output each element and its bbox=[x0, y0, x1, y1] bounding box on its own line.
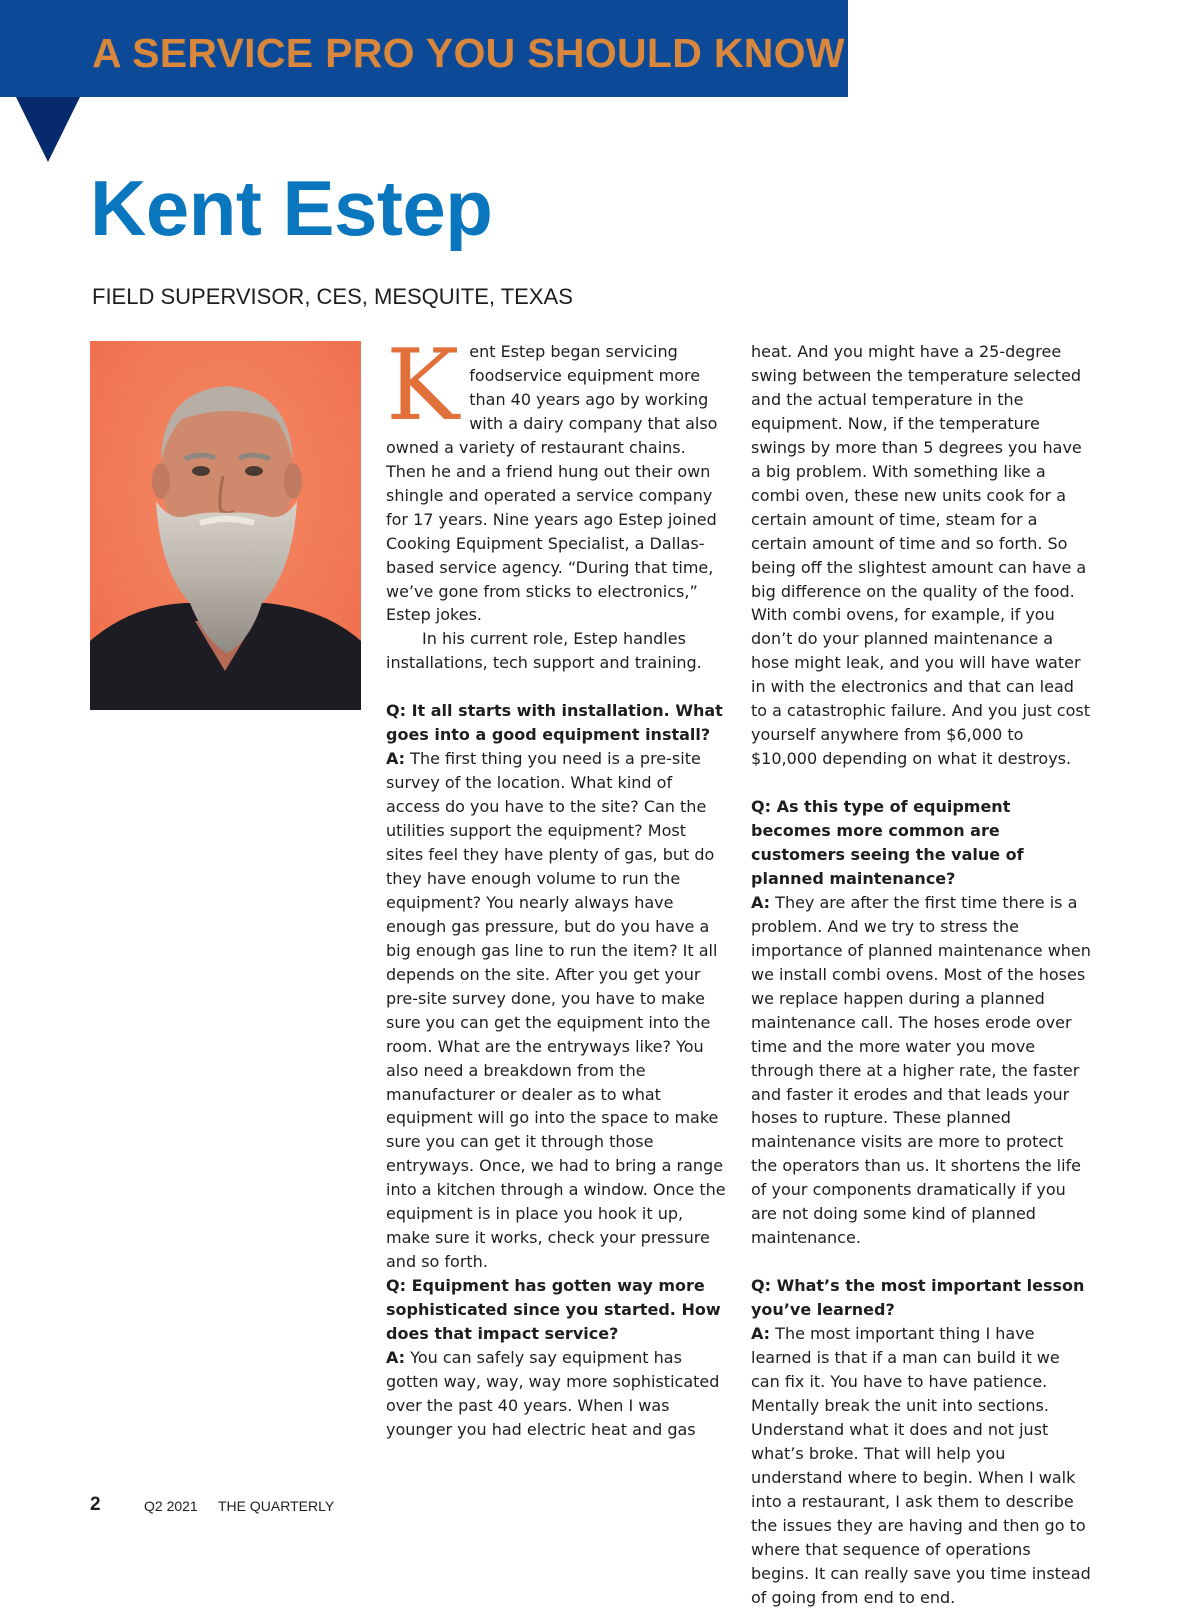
answer-label: A: bbox=[751, 892, 771, 912]
intro-paragraph: ent Estep began servicing foodservice equipment more than 40 years ago by working with a dairy company that also owned a variety of restaurant chains. Then he and a friend hung out their own shingle and operated a service company for 17 years. Nine years ago Estep joined Cooking Equipment Specialist, a Dallas-based service agency. “During that time, we’ve gone from sticks to electronics,” Estep jokes. bbox=[386, 342, 718, 625]
answer-3-text: They are after the first time there is a problem. And we try to stress the importance of planned maintenance when we install combi ovens. Most of the hoses we replace happen during a planned maintenance call. The hoses erode over time and the more water you move through there at a higher rate, the faster and faster it erodes and that leads your hoses to rupture. These planned maintenance visits are more to protect the operators than us. It shortens the life of your components dramatically if you are not doing some kind of planned maintenance. bbox=[751, 892, 1091, 1248]
question-2: Q: Equipment has gotten way more sophisticated since you started. How does that impact service? bbox=[386, 1276, 721, 1344]
profile-name: Kent Estep bbox=[90, 164, 493, 252]
banner-title: A SERVICE PRO YOU SHOULD KNOW bbox=[92, 30, 845, 76]
answer-label: A: bbox=[386, 1348, 406, 1368]
question-3: Q: As this type of equipment becomes more common are customers seeing the value of planned maintenance? bbox=[751, 797, 1024, 888]
profile-subtitle: FIELD SUPERVISOR, CES, MESQUITE, TEXAS bbox=[92, 284, 573, 309]
issue-label: Q2 2021 bbox=[144, 1498, 198, 1514]
answer-2 bbox=[386, 1346, 728, 1442]
profile-photo bbox=[90, 341, 361, 710]
publication-name: THE QUARTERLY bbox=[218, 1498, 335, 1514]
answer-2-text: You can safely say equipment has gotten way, way, way more sophisticated over the past 40 years. When I was younger you had electric heat and gas bbox=[386, 1348, 720, 1439]
answer-4 bbox=[751, 1322, 1093, 1609]
answer-3 bbox=[751, 891, 1093, 1250]
answer-1-text: The first thing you need is a pre-site survey of the location. What kind of access do you have to the site? Can the utilities support the equipment? Most sites feel they have plenty of gas, but do they have enough volume to run the equipment? You nearly always have enough gas pressure, but do you have a big enough gas line to run the item? It all depends on the site. After you get your pre-site survey done, you have to make sure you can get the equipment into the room. What are the entryways like? You also need a breakdown from the manufacturer or dealer as to what equipment will go into the space to make sure you can get it through those entryways. Once, we had to bring a range into a kitchen through a window. Once the equipment is in place you hook it up, make sure it works, check your pressure and so forth. bbox=[386, 749, 726, 1272]
intro-paragraph-2: In his current role, Estep handles installations, tech support and training. bbox=[386, 629, 702, 673]
article-column-1 bbox=[386, 329, 728, 1442]
answer-1 bbox=[386, 747, 728, 1274]
section-banner bbox=[0, 0, 848, 97]
article-column-2 bbox=[751, 340, 1093, 1609]
question-4: Q: What’s the most important lesson you’ve learned? bbox=[751, 1276, 1085, 1320]
page-footer bbox=[90, 1494, 335, 1516]
answer-2-continued: heat. And you might have a 25-degree swing between the temperature selected and the actual temperature in the equipment. Now, if the temperature swings by more than 5 degrees you have a big problem. With something like a combi oven, these new units cook for a certain amount of time, steam for a certain amount of time and so forth. So being off the slightest amount can have a big difference on the quality of the food. With combi ovens, for example, if you don’t do your planned maintenance a hose might leak, and you will have water in with the electronics and that can lead to a catastrophic failure. And you just cost yourself anywhere from $6,000 to $10,000 depending on what it destroys. bbox=[751, 342, 1090, 769]
answer-label: A: bbox=[386, 749, 406, 769]
banner-tab-decoration bbox=[16, 97, 80, 162]
answer-4-text: The most important thing I have learned is that if a man can build it we can fix it. You have to have patience. Mentally break the unit into sections. Understand what it does and not just what’s broke. That will help you understand where to begin. When I walk into a restaurant, I ask them to describe the issues they are having and then go to where that sequence of operations begins. It can really save you time instead of going from end to end. bbox=[751, 1324, 1091, 1607]
question-1: Q: It all starts with installation. What goes into a good equipment install? bbox=[386, 701, 723, 745]
drop-cap: K bbox=[386, 329, 460, 443]
answer-label: A: bbox=[751, 1324, 771, 1344]
page-number: 2 bbox=[90, 1494, 101, 1515]
